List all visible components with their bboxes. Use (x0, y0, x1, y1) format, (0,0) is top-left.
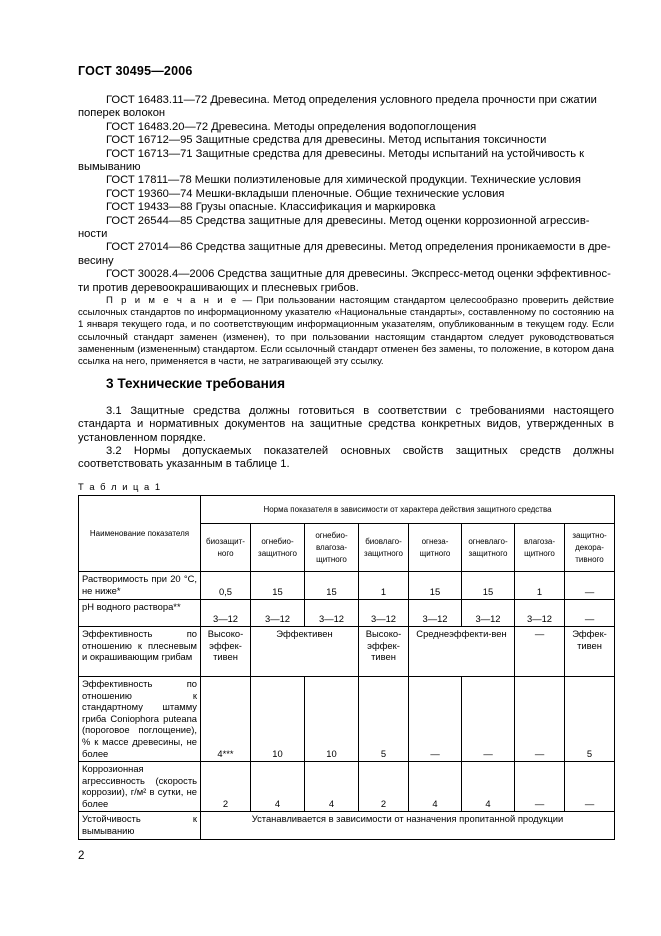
table-cell: Высоко-эффек-тивен (201, 627, 251, 677)
table-cell: 15 (409, 572, 462, 600)
table-row (79, 812, 615, 840)
row-name: Эффективность по отношению к плесневым и окрашивающим грибам (79, 627, 201, 677)
table-cell: 4 (462, 762, 515, 812)
reference-item: ГОСТ 30028.4—2006 Средства защитные для древесины. Экспресс-метод оценки эффективнос- ти против деревоокрашивающих и плесневых грибов. (78, 268, 611, 294)
note-label: П р и м е ч а н и е (106, 295, 239, 306)
reference-item: ГОСТ 27014—86 Средства защитные для древесины. Метод определения проникаемости в дре- весину (78, 241, 611, 267)
table-cell: 3—12 (201, 600, 251, 627)
table-cell: 10 (251, 677, 305, 762)
column-header: защитно-декора-тивного (565, 524, 615, 572)
header-group-cell: Норма показателя в зависимости от характера действия защитного средства (201, 496, 615, 524)
references-list (78, 94, 614, 295)
table-cell: — (515, 627, 565, 677)
table-cell: 3—12 (359, 600, 409, 627)
reference-item: ГОСТ 16712—95 Защитные средства для древесины. Метод испытания токсичности (106, 134, 547, 147)
table-cell: Эффек-тивен (565, 627, 615, 677)
table-row (79, 677, 615, 762)
table-cell: 2 (201, 762, 251, 812)
reference-item: ГОСТ 19360—74 Мешки-вкладыши пленочные. Общие технические условия (106, 187, 505, 200)
table-cell: 1 (359, 572, 409, 600)
table-cell: 4 (251, 762, 305, 812)
table-cell: 10 (305, 677, 359, 762)
row-name: Эффективность по отношению к стандартному штамму гриба Coniophora puteana (пороговое поглощение), % к массе древесины, не более (79, 677, 201, 762)
table-cell: 5 (359, 677, 409, 762)
table-cell: 3—12 (462, 600, 515, 627)
table-cell: — (515, 677, 565, 762)
table-row (79, 600, 615, 627)
paragraph-3-2: 3.2 Нормы допускаемых показателей основных свойств защитных средств должны соответствовать указанным в таблице 1. (78, 445, 614, 471)
page-number: 2 (78, 850, 85, 862)
reference-item: ГОСТ 19433—88 Грузы опасные. Классификация и маркировка (106, 201, 436, 214)
table-cell: 4 (305, 762, 359, 812)
reference-item: ГОСТ 16483.20—72 Древесина. Методы определения водопоглощения (106, 120, 477, 133)
reference-item: ГОСТ 16713—71 Защитные средства для древесины. Методы испытаний на устойчивость к вымыванию (78, 147, 585, 174)
table-cell: 3—12 (409, 600, 462, 627)
note-paragraph (78, 295, 614, 368)
table-cell: Среднеэффекти-вен (409, 627, 515, 677)
table-cell: — (565, 762, 615, 812)
table-cell: 4 (409, 762, 462, 812)
row-name: Устойчивость к вымыванию (79, 812, 201, 840)
reference-item: ГОСТ 17811—78 Мешки полиэтиленовые для химической продукции. Технические условия (106, 174, 581, 187)
table-cell: — (565, 600, 615, 627)
section-title: 3 Технические требования (106, 376, 286, 391)
table-cell: — (409, 677, 462, 762)
note-text: — При пользовании настоящим стандартом целесообразно проверить действие ссылочных стандартов по информационному указателю «Национальные стандарты», составленному по состоянию на 1 января текущего года, и по соответствующим информационным указателям, опубликованным в текущем году. Если ссылочный стандарт заменен (изменен), то при пользовании настоящим стандартом следует руководствоваться замененным (измененным) стандартом. Если ссылочный стандарт отменен без замены, то положение, в котором дана ссылка на него, применяется в части, не затрагивающей эту ссылку. (78, 295, 615, 368)
column-header: огнебио-влагоза-щитного (305, 524, 359, 572)
table-cell: 5 (565, 677, 615, 762)
table-cell: Высоко-эффек-тивен (359, 627, 409, 677)
table-cell: 1 (515, 572, 565, 600)
column-header: биозащит-ного (201, 524, 251, 572)
document-header: ГОСТ 30495—2006 (78, 64, 193, 78)
paragraph-3-1: 3.1 Защитные средства должны готовиться в соответствии с требованиями настоящего стандарта и нормативных документов на защитные средства конкретных видов, утвержденных в установленном порядке. (78, 405, 614, 444)
table-span-cell: Устанавливается в зависимости от назначения пропитанной продукции (201, 812, 615, 840)
row-name: рН водного раствора** (79, 600, 201, 627)
column-header: огнеза-щитного (409, 524, 462, 572)
table-cell: 0,5 (201, 572, 251, 600)
column-header: влагоза-щитного (515, 524, 565, 572)
column-header: огнебио-защитного (251, 524, 305, 572)
row-name: Растворимость при 20 °С, не ниже* (79, 572, 201, 600)
table-row (79, 572, 615, 600)
table-caption: Т а б л и ц а 1 (78, 481, 162, 492)
table-cell: 2 (359, 762, 409, 812)
column-header: огневлаго-защитного (462, 524, 515, 572)
table-cell: Эффективен (251, 627, 359, 677)
table-cell: 15 (251, 572, 305, 600)
table-cell: 3—12 (305, 600, 359, 627)
table-row (79, 762, 615, 812)
row-name: Коррозионная агрессивность (скорость коррозии), г/м² в сутки, не более (79, 762, 201, 812)
table-cell: 15 (462, 572, 515, 600)
table-cell: 3—12 (251, 600, 305, 627)
table-cell: — (462, 677, 515, 762)
requirements-table (78, 495, 615, 840)
table-cell: 15 (305, 572, 359, 600)
reference-item: ГОСТ 26544—85 Средства защитные для древесины. Метод оценки коррозионной агрессив- ности (78, 214, 590, 241)
table-cell: — (515, 762, 565, 812)
table-cell: 4*** (201, 677, 251, 762)
table-cell: 3—12 (515, 600, 565, 627)
column-header: биовлаго-защитного (359, 524, 409, 572)
reference-item: ГОСТ 16483.11—72 Древесина. Метод определения условного предела прочности при сжатии поперек волокон (78, 94, 597, 120)
table-row (79, 627, 615, 677)
table-cell: — (565, 572, 615, 600)
header-name-cell: Наименование показателя (79, 496, 201, 572)
